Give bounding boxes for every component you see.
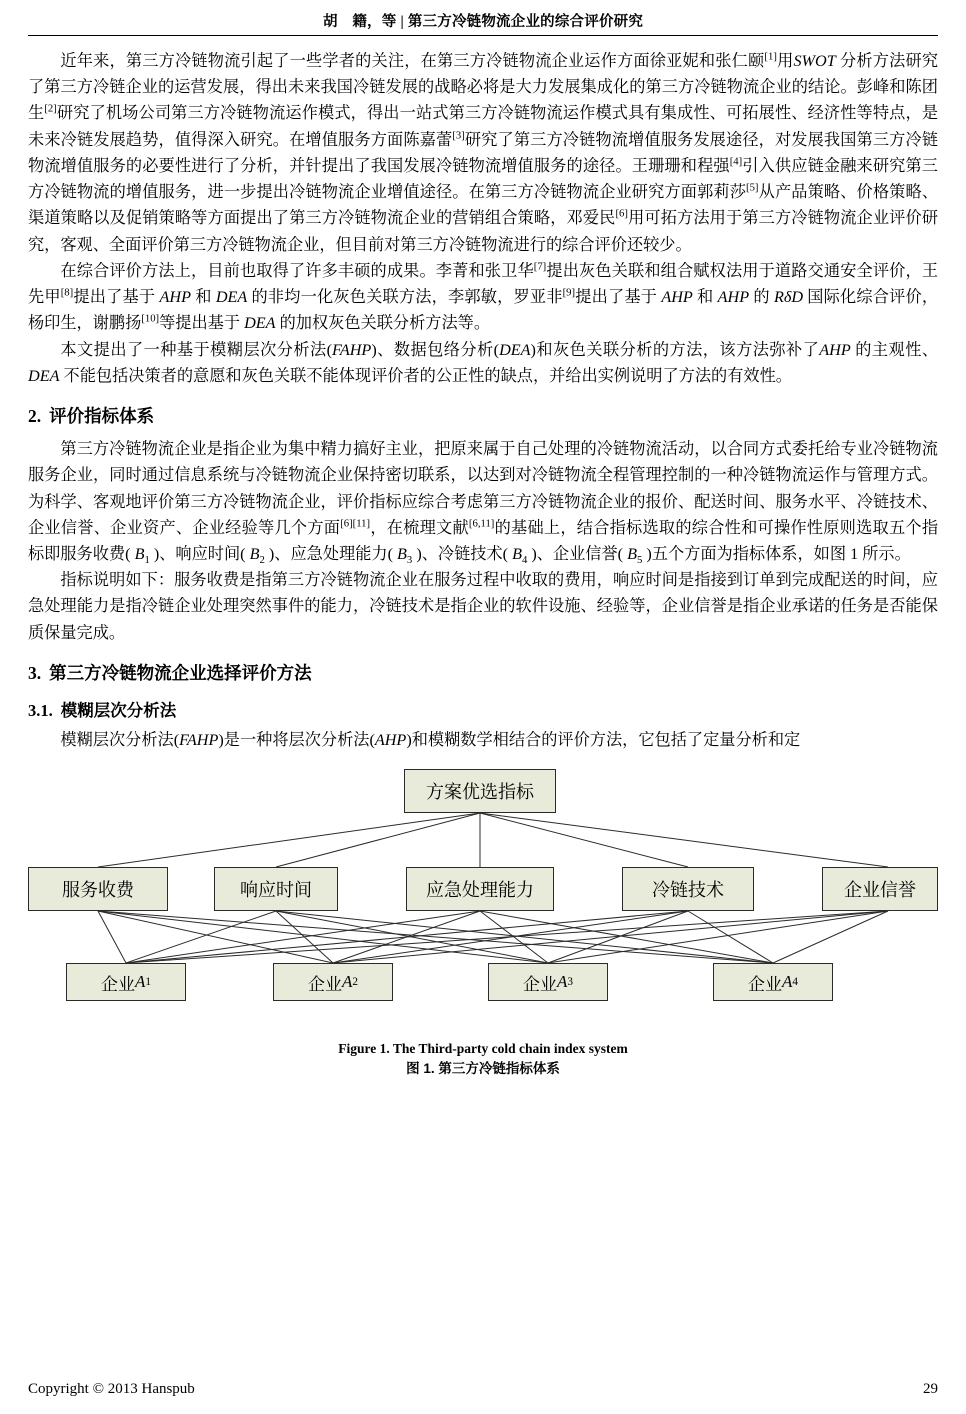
section-2-paragraph-1: 第三方冷链物流企业是指企业为集中精力搞好主业，把原来属于自己处理的冷链物流活动，以合同方式委托给专业冷链物流服务企业，同时通过信息系统与冷链物流企业保持密切联系，以达到对冷链物流全程管理控制的一种冷链物流运作与管理方式。为科学、客观地评价第三方冷链物流企业，评价指标应综合考虑第三方冷链物流企业的报价、配送时间、服务水平、冷链技术、企业信誉、企业资产、企业经验等几个方面[6][11]，在梳理文献[6,11]的基础上，结合指标选取的综合性和可操作性原则选取五个指标即服务收费( $B_1$ )、响应时间( $B_2$ )、应急处理能力( $B_3$ )、冷链技术( $B_4$ )、企业信誉( $B_5$ )五个方面为指标体系，如图 1 所示。 — [28, 440, 939, 567]
figure-node-criterion-5 — [822, 867, 938, 911]
figure-node-criterion-4-label: 冷链技术 — [652, 880, 724, 901]
figure-node-alternative-2: 企业 A 2 — [273, 963, 393, 1001]
section-3-1-paragraph: 模糊层次分析法(FAHP)是一种将层次分析法(AHP)和模糊数学相结合的评价方法，它包括了定量分析和定 — [60, 730, 801, 749]
figure-node-alternative-4-prefix: 企业 — [748, 974, 782, 994]
figure-1 — [28, 767, 938, 1035]
section-3-title: 第三方冷链物流企业选择评价方法 — [49, 662, 312, 683]
paragraph-3: 本文提出了一种基于模糊层次分析法(FAHP)、数据包络分析(DEA)和灰色关联分析的方法，该方法弥补了AHP 的主观性、DEA 不能包括决策者的意愿和灰色关联不能体现评价者的公正性的缺点，并给出实例说明了方法的有效性。 — [28, 340, 939, 385]
figure-node-criterion-3-label: 应急处理能力 — [426, 880, 534, 901]
figure-node-alternative-4-letter: A — [782, 972, 793, 992]
figure-node-alternative-2-letter: A — [342, 972, 353, 992]
figure-node-criterion-4 — [622, 867, 754, 911]
figure-node-alternative-3-prefix: 企业 — [523, 974, 557, 994]
figure-node-alternative-4: 企业 A 4 — [713, 963, 833, 1001]
figure-node-root-label: 方案优选指标 — [426, 782, 534, 803]
figure-node-alternative-3: 企业 A 3 — [488, 963, 608, 1001]
copyright-text: Copyright © 2013 Hanspub — [28, 1381, 195, 1397]
running-head — [28, 0, 938, 31]
figure-node-alternative-1: 企业 A 1 — [66, 963, 186, 1001]
section-3-1-heading — [28, 697, 938, 721]
figure-node-alternative-1-letter: A — [135, 972, 146, 992]
section-2-paragraph-2: 指标说明如下：服务收费是指第三方冷链物流企业在服务过程中收取的费用，响应时间是指接到订单到完成配送的时间，应急处理能力是指冷链企业处理突然事件的能力，冷链技术是指企业的软件设施、经验等，企业信誉是指企业承诺的任务是否能保质保量完成。 — [28, 571, 938, 642]
figure-node-alternative-1-prefix: 企业 — [101, 974, 135, 994]
running-head-authors: 胡 籍，等 — [322, 14, 397, 30]
paragraph-2: 在综合评价方法上，目前也取得了许多丰硕的成果。李菁和张卫华[7]提出灰色关联和组合赋权法用于道路交通安全评价，王先甲[8]提出了基于 AHP 和 DEA 的非均一化灰色关联方法，李郭敏，罗亚非[9]提出了基于 AHP 和 AHP 的 RδD 国际化综合评价，杨印生，谢鹏扬[10]等提出基于 DEA 的加权灰色关联分析方法等。 — [28, 260, 939, 333]
running-head-title: 第三方冷链物流企业的综合评价研究 — [407, 14, 644, 30]
section-2-heading — [28, 403, 938, 428]
page-footer — [28, 1381, 938, 1398]
section-3-heading — [28, 660, 938, 685]
section-3-1-title: 模糊层次分析法 — [60, 700, 177, 720]
figure-1-caption-en: Figure 1. The Third-party cold chain index system — [338, 1041, 628, 1057]
figure-node-criterion-1-label: 服务收费 — [62, 880, 134, 901]
figure-node-criterion-2-label: 响应时间 — [240, 880, 312, 901]
page-number: 29 — [923, 1381, 938, 1397]
running-head-separator: | — [400, 14, 404, 30]
figure-1-caption — [28, 1039, 938, 1078]
figure-node-alternative-3-letter: A — [557, 972, 568, 992]
figure-node-criterion-3 — [406, 867, 554, 911]
section-2-title: 评价指标体系 — [49, 406, 155, 427]
figure-node-criterion-2 — [214, 867, 338, 911]
figure-node-root — [404, 769, 556, 813]
paragraph-1: 近年来，第三方冷链物流引起了一些学者的关注，在第三方冷链物流企业运作方面徐亚妮和张仁颐[1]用SWOT 分析方法研究了第三方冷链企业的运营发展，得出未来我国冷链发展的战略必将是大力发展集成化的第三方冷链物流企业的结论。彭峰和陈团生[2]研究了机场公司第三方冷链物流运作模式，得出一站式第三方冷链物流运作模式具有集成性、可拓展性、经济性等特点，是未来冷链发展趋势，值得深入研究。在增值服务方面陈嘉蕾[3]研究了第三方冷链物流增值服务发展途径，对发展我国第三方冷链物流增值服务的必要性进行了分析，并针提出了我国发展冷链物流增值服务的途径。王珊珊和程强[4]引入供应链金融来研究第三方冷链物流的增值服务，进一步提出冷链物流企业增值途径。在第三方冷链物流企业研究方面郭莉莎[5]从产品策略、价格策略、渠道策略以及促销策略等方面提出了第三方冷链物流企业的营销组合策略，邓爱民[6]用可拓方法用于第三方冷链物流企业评价研究，客观、全面评价第三方冷链物流企业，但目前对第三方冷链物流进行的综合评价还较少。 — [28, 50, 939, 254]
section-3-number: 3. — [28, 662, 42, 683]
header-rule — [28, 35, 938, 36]
section-2-number: 2. — [28, 406, 42, 427]
figure-1-caption-cn: 图 1. 第三方冷链指标体系 — [406, 1060, 560, 1076]
section-3-1-number: 3.1. — [28, 700, 53, 720]
figure-node-criterion-1 — [28, 867, 168, 911]
figure-node-alternative-2-prefix: 企业 — [308, 974, 342, 994]
figure-node-criterion-5-label: 企业信誉 — [844, 880, 916, 901]
